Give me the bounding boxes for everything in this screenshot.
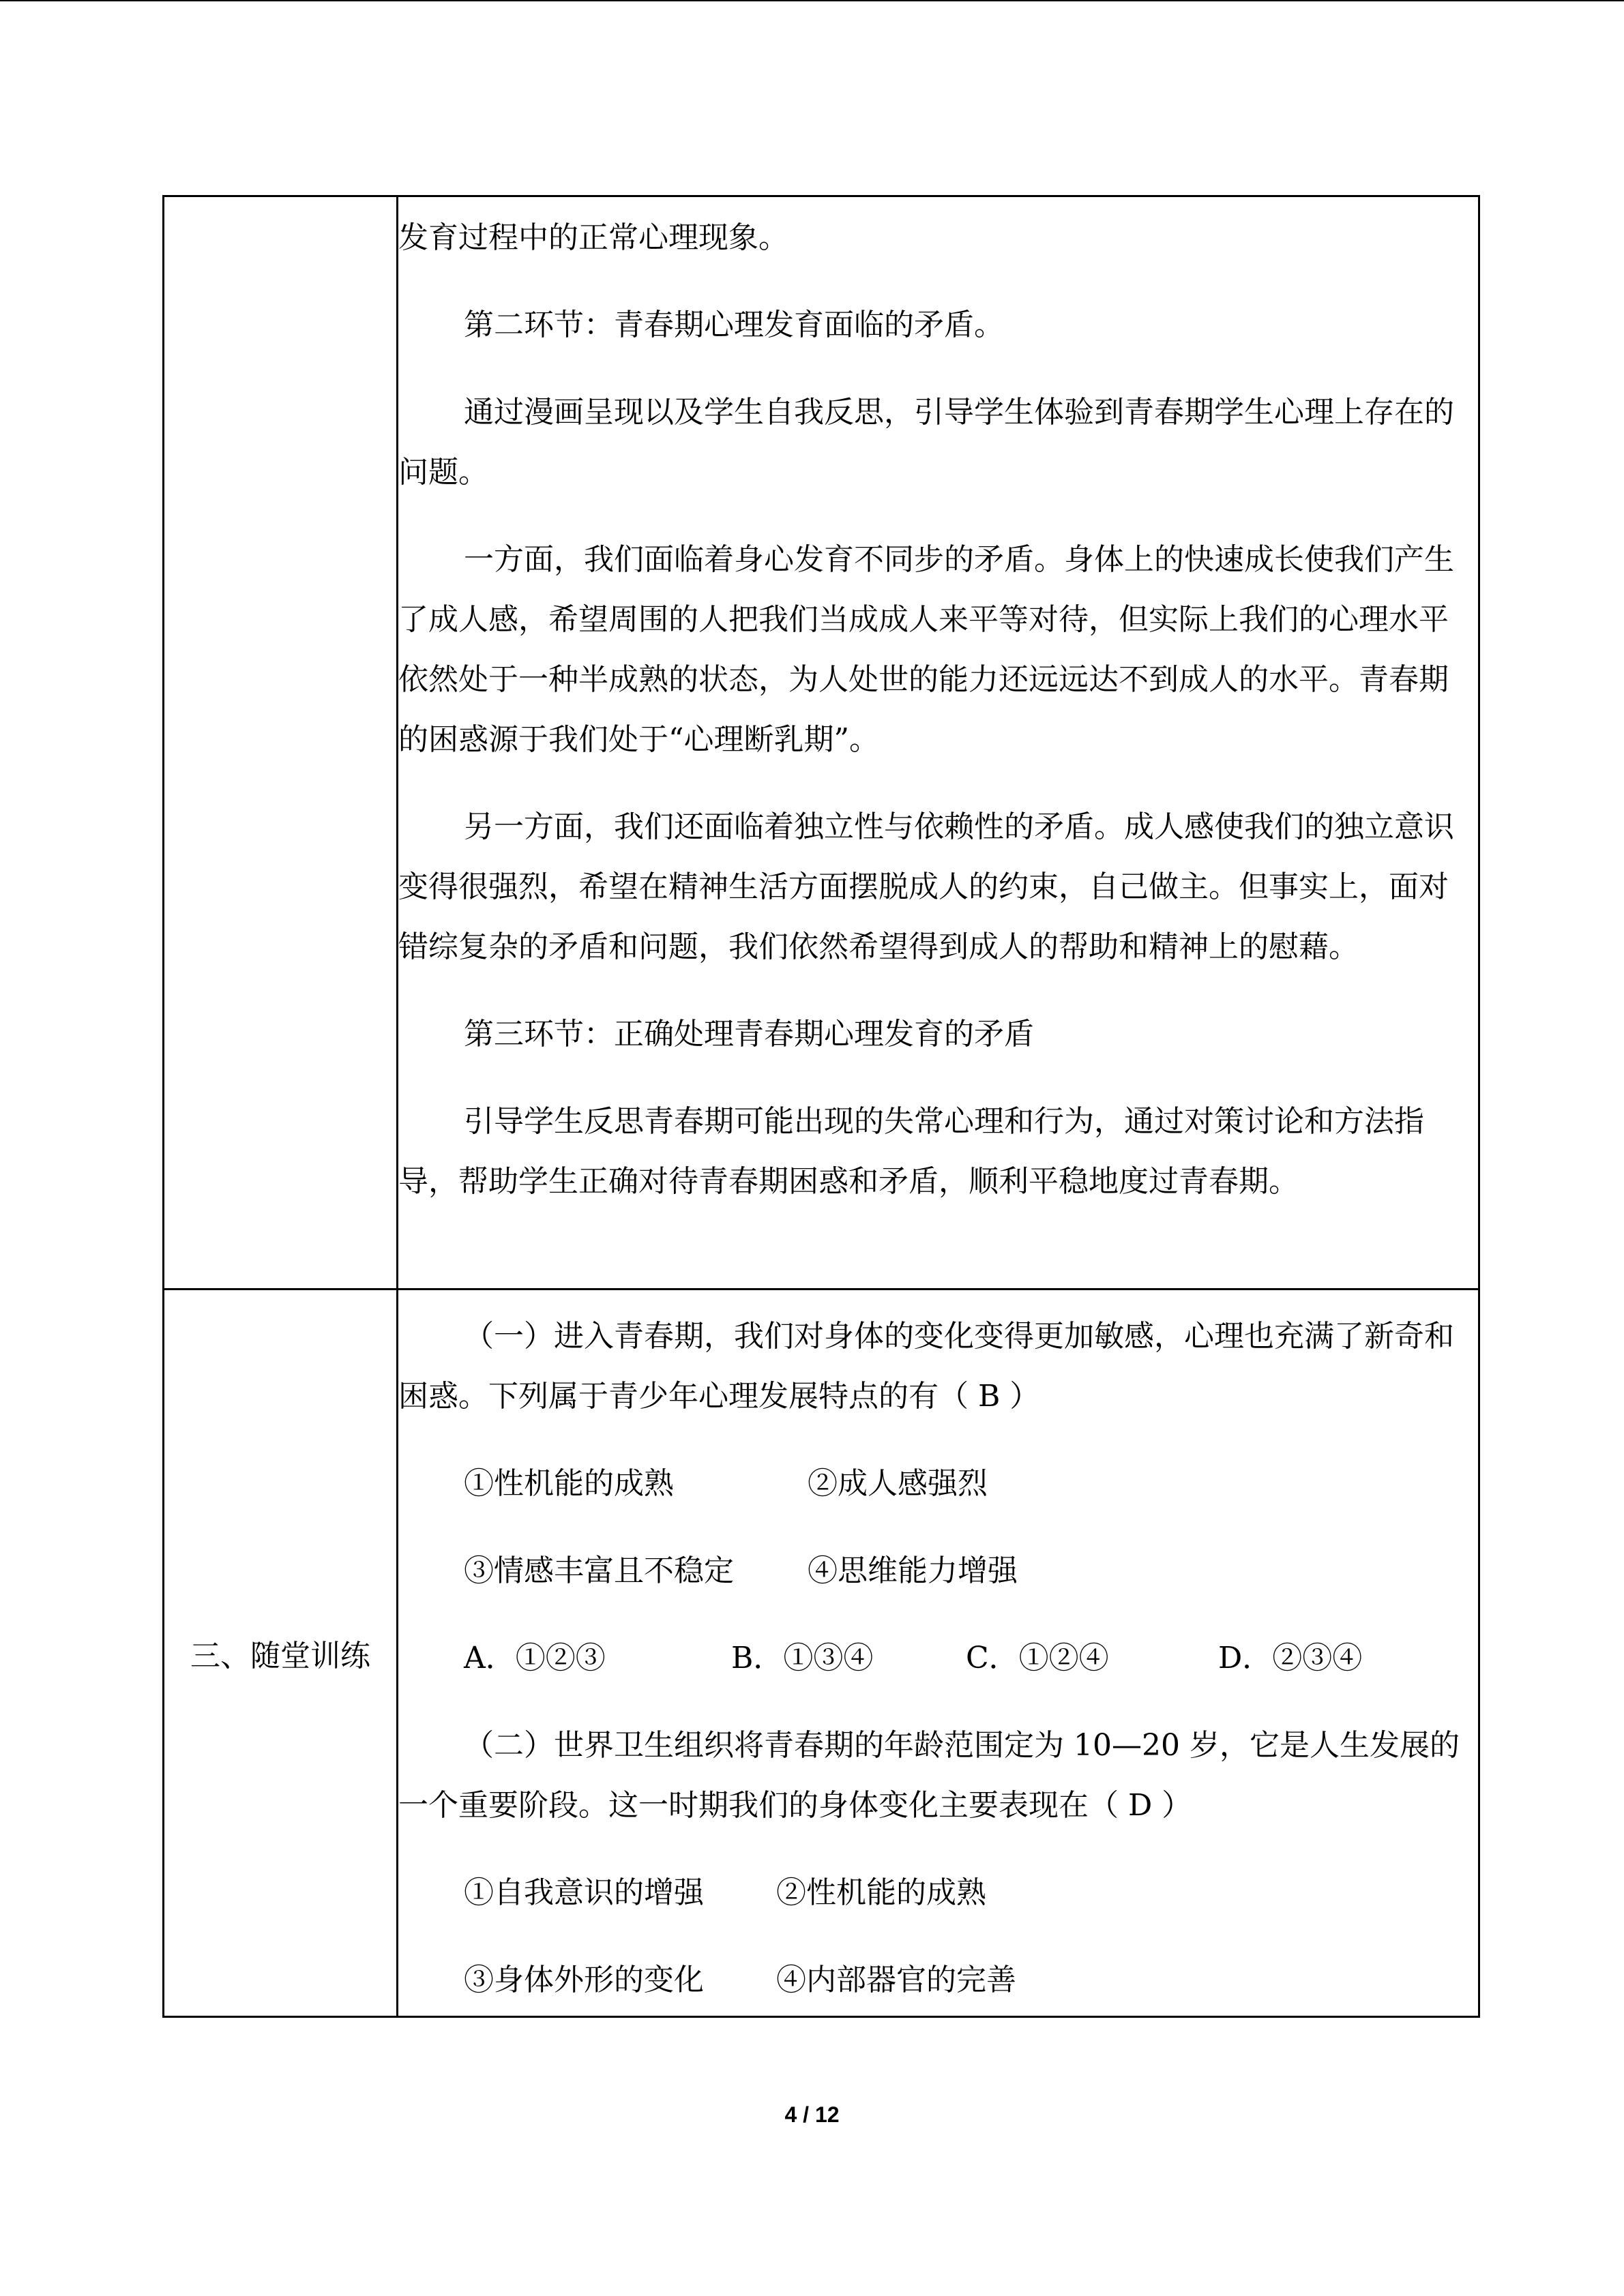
section-heading: 第三环节：正确处理青春期心理发育的矛盾 xyxy=(464,1017,1034,1052)
option-item: ①性机能的成熟 xyxy=(464,1466,674,1501)
lesson-plan-table xyxy=(162,195,1480,2018)
paragraph: 引导学生反思青春期可能出现的失常心理和行为，通过对策讨论和方法指导，帮助学生正确对待青春期困惑和矛盾，顺利平稳地度过青春期。 xyxy=(398,1104,1424,1199)
paragraph: 另一方面，我们还面临着独立性与依赖性的矛盾。成人感使我们的独立意识变得很强烈，希望在精神生活方面摆脱成人的约束，自己做主。但事实上，面对错综复杂的矛盾和问题，我们依然希望得到成人的帮助和精神上的慰藉。 xyxy=(398,809,1454,964)
option-line xyxy=(464,1950,1478,2010)
question-stem: （一）进入青春期，我们对身体的变化变得更加敏感，心理也充满了新奇和困惑。下列属于青少年心理发展特点的有（ B ） xyxy=(398,1319,1454,1414)
option-item: ③身体外形的变化 xyxy=(464,1963,704,1997)
choice-item: B．①③④ xyxy=(731,1641,874,1675)
option-line xyxy=(464,1454,1478,1514)
option-item: ②成人感强烈 xyxy=(808,1466,988,1501)
question-stem: （二）世界卫生组织将青春期的年龄范围定为 10—20 岁，它是人生发展的一个重要阶段。这一时期我们的身体变化主要表现在（ D ） xyxy=(398,1728,1460,1823)
choice-line xyxy=(464,1628,1478,1688)
page-number: 4 / 12 xyxy=(784,2102,840,2127)
table-row xyxy=(164,1289,1479,2017)
option-item: ③情感丰富且不稳定 xyxy=(464,1553,734,1588)
row-content-cell xyxy=(398,196,1479,1289)
row-content-cell xyxy=(398,1289,1479,2017)
option-line xyxy=(464,1541,1478,1601)
paragraph: 通过漫画呈现以及学生自我反思，引导学生体验到青春期学生心理上存在的问题。 xyxy=(398,395,1454,490)
choice-item: C．①②④ xyxy=(966,1641,1109,1675)
option-line xyxy=(464,1863,1478,1923)
row-label-cell xyxy=(164,196,398,1289)
option-item: ④思维能力增强 xyxy=(808,1553,1018,1588)
choice-item: D．②③④ xyxy=(1218,1641,1363,1675)
section-heading: 第二环节：青春期心理发育面临的矛盾。 xyxy=(464,308,1004,342)
row-label-cell: 三、随堂训练 xyxy=(164,1289,398,2017)
top-border-line xyxy=(0,0,1624,1)
paragraph: 发育过程中的正常心理现象。 xyxy=(398,220,788,255)
option-item: ④内部器官的完善 xyxy=(776,1963,1016,1997)
table-row xyxy=(164,196,1479,1289)
option-item: ①自我意识的增强 xyxy=(464,1875,704,1910)
choice-item: A．①②③ xyxy=(464,1641,606,1675)
paragraph: 一方面，我们面临着身心发育不同步的矛盾。身体上的快速成长使我们产生了成人感，希望周围的人把我们当成成人来平等对待，但实际上我们的心理水平依然处于一种半成熟的状态，为人处世的能力还远远达不到成人的水平。青春期的困惑源于我们处于“心理断乳期”。 xyxy=(398,542,1454,757)
option-item: ②性机能的成熟 xyxy=(776,1875,986,1910)
